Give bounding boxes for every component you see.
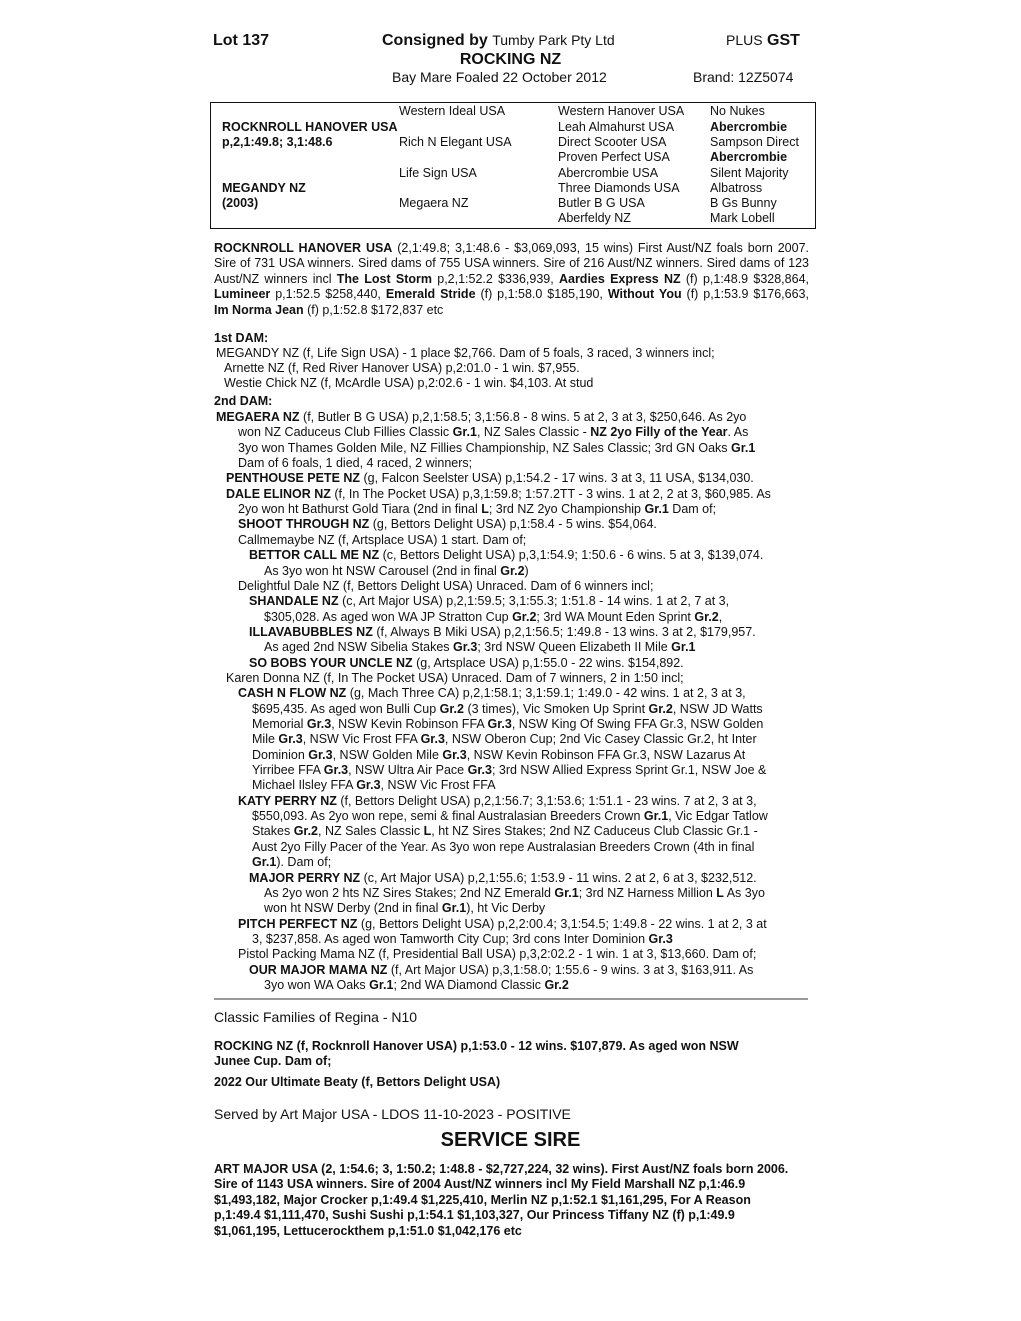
bold-text: L <box>423 824 432 839</box>
text: (g, Mach Three CA) p,2,1:58.1; 3,1:59.1; 1:49.0 - 42 wins. 1 at 2, 3 at 3, <box>346 686 746 701</box>
first-dam-line: MEGANDY NZ (f, Life Sign USA) - 1 place $2,766. Dam of 5 foals, 3 raced, 3 winners incl; <box>216 346 715 360</box>
second-dam-line <box>238 456 472 470</box>
text: Aust 2yo Filly Pacer of the Year. As 3yo won repe Australasian Breeders Crown (4th in final <box>252 839 755 854</box>
text: , NSW JD Watts <box>672 701 763 716</box>
text: ) <box>524 563 529 578</box>
sire-summary <box>214 241 809 318</box>
second-dam-line <box>238 517 657 531</box>
pedigree-g4-1: No Nukes <box>710 104 765 118</box>
text: Delightful Dale NZ (f, Bettors Delight USA) Unraced. Dam of 6 winners incl; <box>238 578 654 593</box>
second-dam-line <box>238 686 746 700</box>
text: , NSW Oberon Cup; 2nd Vic Casey Classic Gr.2, ht Inter <box>444 732 757 747</box>
text: ; 3rd NZ 2yo Championship <box>488 502 645 517</box>
second-dam-line <box>238 533 526 547</box>
bold-text: Gr.3 <box>306 717 332 731</box>
plus-gst <box>726 32 800 50</box>
bold-text: L <box>716 885 724 900</box>
progeny-record: p,2,1:52.2 $336,939, <box>431 271 559 286</box>
text: , NSW Ultra Air Pace <box>348 763 468 778</box>
second-dam-line <box>252 732 757 746</box>
second-dam-line <box>264 978 569 992</box>
text: ), ht Vic Derby <box>466 901 546 916</box>
bold-text: Gr.1 <box>644 502 669 517</box>
pedigree-grandsire: Western Ideal USA <box>399 104 506 118</box>
text: ; 3rd NZ Harness Million <box>578 885 717 900</box>
bold-text: Gr.3 <box>442 747 467 762</box>
bold-text: Gr.2 <box>648 701 673 716</box>
second-dam-line <box>238 425 748 439</box>
bold-text: Gr.3 <box>356 778 381 793</box>
text: 3yo won WA Oaks <box>264 977 370 992</box>
bold-text: BETTOR CALL ME NZ <box>249 548 380 563</box>
pedigree-sire: ROCKNROLL HANOVER USA <box>222 120 398 134</box>
text: , NSW Kevin Robinson FFA <box>331 717 488 731</box>
pedigree-dam-dam: Megaera NZ <box>399 196 469 210</box>
second-dam-line <box>238 947 756 961</box>
bold-text: Gr.1 <box>369 977 394 992</box>
text: $305,028. As aged won WA JP Stratton Cup <box>264 609 513 624</box>
pedigree-g3-6: Three Diamonds USA <box>558 181 680 195</box>
second-dam-line <box>252 809 768 823</box>
text: , NSW Vic Frost FFA <box>380 778 496 793</box>
text: , ht NZ Sires Stakes; 2nd NZ Caduceus Club Classic Gr.1 - <box>431 824 758 839</box>
text: (f, In The Pocket USA) p,3,1:59.8; 1:57.2TT - 3 wins. 1 at 2, 2 at 3, $60,985. As <box>330 486 771 501</box>
rocking-record-cont: Junee Cup. Dam of; <box>214 1054 332 1068</box>
served-by: Served by Art Major USA - LDOS 11-10-2023 - POSITIVE <box>214 1106 571 1122</box>
progeny-record: (f) p,1:58.0 $185,190, <box>475 287 608 302</box>
text: Pistol Packing Mama NZ (f, Presidential Ball USA) p,3,2:02.2 - 1 win. 1 at 3, $13,660. Dam of; <box>238 947 757 962</box>
bold-text: Gr.2 <box>694 609 719 624</box>
second-dam-line <box>264 886 765 900</box>
second-dam-line <box>249 871 757 885</box>
second-dam-line <box>264 640 696 654</box>
text: Karen Donna NZ (f, In The Pocket USA) Unraced. Dam of 7 winners, 2 in 1:50 incl; <box>226 670 684 685</box>
text: As 2yo won 2 hts NZ Sires Stakes; 2nd NZ Emerald <box>264 885 555 900</box>
text: (f, Butler B G USA) p,2,1:58.5; 3,1:56.8 - 8 wins. 5 at 2, 3 at 3, $250,646. As 2yo <box>299 410 747 424</box>
progeny-name: Lumineer <box>214 287 271 302</box>
text: 3, $237,858. As aged won Tamworth City Cup; 3rd cons Inter Dominion <box>252 931 649 946</box>
bold-text: Gr.1 <box>671 640 696 655</box>
text: ; 3rd WA Mount Eden Sprint <box>536 609 695 624</box>
second-dam-line <box>252 763 766 777</box>
text: ). Dam of; <box>276 855 332 870</box>
first-dam-progeny: Westie Chick NZ (f, McArdle USA) p,2:02.6 - 1 win. $4,103. At stud <box>224 376 594 390</box>
second-dam-line <box>226 487 771 501</box>
text: , NZ Sales Classic - <box>476 425 591 440</box>
rocking-record: ROCKING NZ (f, Rocknroll Hanover USA) p,1:53.0 - 12 wins. $107,879. As aged won NSW <box>214 1039 739 1053</box>
progeny-name: Without You <box>607 287 682 302</box>
bold-text: Gr.3 <box>487 717 512 731</box>
text: (g, Falcon Seelster USA) p,1:54.2 - 17 wins. 3 at 3, 11 USA, $134,030. <box>360 471 754 486</box>
bold-text: SHOOT THROUGH NZ <box>238 517 370 532</box>
bold-text: Gr.3 <box>308 747 333 762</box>
text: (f, Always B Miki USA) p,2,1:56.5; 1:49.8 - 13 wins. 3 at 2, $179,957. <box>372 624 756 639</box>
first-dam-progeny: Arnette NZ (f, Red River Hanover USA) p,2:01.0 - 1 win. $7,955. <box>224 361 580 375</box>
bold-text: SHANDALE NZ <box>249 594 339 609</box>
second-dam-line <box>249 548 763 562</box>
first-dam-label: 1st DAM: <box>214 331 269 345</box>
second-dam-line <box>249 594 729 608</box>
service-sire-text: ART MAJOR USA (2, 1:54.6; 3, 1:50.2; 1:48.8 - $2,727,224, 32 wins). First Aust/NZ foals born 2006. Sire of 1143 USA winners. Sire of 2004 Aust/NZ winners incl My Field Marshall NZ p,1:46.9 $1,493,182, Major Crocker p,1:49.4 $1,225,410, Merlin NZ p,1:52.1 $1,161,295, For A Reason p,1:49.4 $1,111,470, Sushi Sushi p,1:54.1 $1,103,327, Our Princess Tiffany NZ (f) p,1:49.9 $1,061,195, Lettucerockthem p,1:51.0 $1,042,176 etc <box>214 1162 789 1238</box>
text: As 3yo <box>723 885 765 900</box>
second-dam-line <box>238 502 716 516</box>
bold-text: Gr.2 <box>439 701 464 716</box>
text: (c, Art Major USA) p,2,1:55.6; 1:53.9 - 11 wins. 2 at 2, 6 at 3, $232,512. <box>360 870 757 885</box>
second-dam-line <box>238 794 757 808</box>
progeny-record: (f) p,1:52.8 $172,837 etc <box>303 302 444 317</box>
bold-text: Gr.2 <box>293 824 319 839</box>
pedigree-dam-year: (2003) <box>222 196 259 210</box>
text: (c, Bettors Delight USA) p,3,1:54.9; 1:50.6 - 6 wins. 5 at 3, $139,074. <box>379 548 764 563</box>
bold-text: Gr.3 <box>323 763 349 778</box>
gst-label: GST <box>767 32 800 49</box>
bold-text: Gr.2 <box>512 609 537 624</box>
text: (f, Art Major USA) p,3,1:58.0; 1:55.6 - 9 wins. 3 at 3, $163,911. As <box>387 962 754 977</box>
pedigree-g3-5: Abercrombie USA <box>558 166 659 180</box>
second-dam-line <box>252 717 763 731</box>
pedigree-g4-7: B Gs Bunny <box>710 196 777 210</box>
pedigree-sire-record: p,2,1:49.8; 3,1:48.6 <box>222 135 333 149</box>
section-divider <box>214 998 808 1000</box>
pedigree-g4-6: Albatross <box>710 181 763 195</box>
bold-text: Gr.1 <box>452 425 477 440</box>
progeny-record: (f) p,1:48.9 $328,864, <box>680 271 809 286</box>
text: , NSW King Of Swing FFA Gr.3, NSW Golden <box>511 717 764 731</box>
second-dam-line <box>252 778 496 792</box>
text: , NSW Vic Frost FFA <box>302 732 421 747</box>
progeny-name: The Lost Storm <box>336 271 432 286</box>
text: , Vic Edgar Tatlow <box>668 809 768 824</box>
bold-text: Gr.1 <box>643 809 669 824</box>
bold-text: Gr.3 <box>420 732 445 747</box>
classic-families: Classic Families of Regina - N10 <box>214 1009 418 1025</box>
second-dam-line <box>252 855 331 869</box>
text: (f, Bettors Delight USA) p,2,1:56.7; 3,1:53.6; 1:51.1 - 23 wins. 7 at 2, 3 at 3, <box>336 793 757 808</box>
bold-text: Gr.3 <box>467 763 492 778</box>
foaled-info: Bay Mare Foaled 22 October 2012 <box>392 69 607 85</box>
bold-text: Gr.1 <box>731 440 756 455</box>
text: . As <box>727 425 749 440</box>
sire-text: (2,1:49.8; 3,1:48.6 - $3,069,093, 15 wins) First Aust/NZ foals born 2007. Sire of 731 USA winners. Sired dams of 755 USA winners. Sire of 216 Aust/NZ winners. Sired dams of 123 Aust/NZ winners incl <box>214 241 809 286</box>
second-dam-line <box>264 564 529 578</box>
bold-text: MEGAERA NZ <box>216 410 300 424</box>
pedigree-g4-3: Sampson Direct <box>710 135 799 149</box>
pedigree-g3-7: Butler B G USA <box>558 196 645 210</box>
plus-label: PLUS <box>726 32 763 48</box>
text: ; 3rd NSW Allied Express Sprint Gr.1, NSW Joe & <box>491 763 767 778</box>
rocking-progeny: 2022 Our Ultimate Beaty (f, Bettors Delight USA) <box>214 1075 501 1089</box>
text: Mile <box>252 732 279 747</box>
text: $550,093. As 2yo won repe, semi & final Australasian Breeders Crown <box>252 809 644 824</box>
text: Dam of; <box>668 502 717 517</box>
pedigree-g4-2: Abercrombie <box>710 120 788 134</box>
second-dam-line <box>252 932 673 946</box>
text: won NZ Caduceus Club Fillies Classic <box>238 425 453 440</box>
progeny-record: (f) p,1:53.9 $176,663, <box>681 287 809 302</box>
bold-text: Gr.3 <box>453 640 478 655</box>
text: , NSW Golden Mile <box>332 747 443 762</box>
second-dam-line <box>226 671 684 685</box>
pedigree-dam: MEGANDY NZ <box>222 181 306 195</box>
text: Dominion <box>252 747 309 762</box>
second-dam-line <box>238 917 767 931</box>
pedigree-g3-2: Leah Almahurst USA <box>558 120 675 134</box>
text: As aged 2nd NSW Sibelia Stakes <box>264 640 453 655</box>
progeny-name: Im Norma Jean <box>214 302 304 317</box>
second-dam-line <box>264 610 722 624</box>
horse-name: ROCKING NZ <box>459 51 562 68</box>
bold-text: Gr.3 <box>278 732 303 747</box>
second-dam-line <box>249 656 684 670</box>
second-dam-line <box>252 702 763 716</box>
pedigree-dam-sire: Life Sign USA <box>399 166 477 180</box>
service-sire-title: SERVICE SIRE <box>440 1129 581 1151</box>
bold-text: MAJOR PERRY NZ <box>249 870 361 885</box>
bold-text: Gr.1 <box>252 855 277 870</box>
text: Michael Ilsley FFA <box>252 778 357 793</box>
text: , NZ Sales Classic <box>318 824 424 839</box>
text: (g, Bettors Delight USA) p,2,2:00.4; 3,1:54.5; 1:49.8 - 22 wins. 1 at 2, 3 at <box>357 916 767 931</box>
pedigree-g3-4: Proven Perfect USA <box>558 150 670 164</box>
text: Memorial <box>252 717 307 731</box>
bold-text: PITCH PERFECT NZ <box>238 916 358 931</box>
bold-text: KATY PERRY NZ <box>238 793 337 808</box>
text: 2yo won ht Bathurst Gold Tiara (2nd in final <box>238 502 482 517</box>
text: (g, Bettors Delight USA) p,1:58.4 - 5 wins. $54,064. <box>369 517 657 532</box>
bold-text: OUR MAJOR MAMA NZ <box>249 962 388 977</box>
pedigree-g3-1: Western Hanover USA <box>558 104 685 118</box>
progeny-name: Aardies Express NZ <box>558 271 681 286</box>
bold-text: Gr.3 <box>648 931 673 946</box>
text: Yirribee FFA <box>252 763 324 778</box>
consigned-by <box>382 32 615 50</box>
bold-text: DALE ELINOR NZ <box>226 486 331 501</box>
brand-info: Brand: 12Z5074 <box>693 69 794 85</box>
bold-text: Gr.1 <box>441 901 467 916</box>
text: (3 times), Vic Smoken Up Sprint <box>463 701 649 716</box>
bold-text: ILLAVABUBBLES NZ <box>249 624 373 639</box>
bold-text: L <box>481 502 489 517</box>
pedigree-g3-8: Aberfeldy NZ <box>558 211 631 225</box>
text: (g, Artsplace USA) p,1:55.0 - 22 wins. $154,892. <box>412 655 684 670</box>
bold-text: Gr.2 <box>544 977 569 992</box>
progeny-name: Emerald Stride <box>385 287 476 302</box>
second-dam-line <box>216 410 746 424</box>
bold-text: Gr.2 <box>500 563 525 578</box>
text: (c, Art Major USA) p,2,1:59.5; 3,1:55.3; 1:51.8 - 14 wins. 1 at 2, 7 at 3, <box>338 594 730 609</box>
second-dam-line <box>226 471 754 485</box>
text: won ht NSW Derby (2nd in final <box>264 901 442 916</box>
second-dam-line <box>252 824 758 838</box>
text: Callmemaybe NZ (f, Artsplace USA) 1 start. Dam of; <box>238 532 527 547</box>
text: ; 2nd WA Diamond Classic <box>393 977 545 992</box>
text: , <box>718 609 723 624</box>
text: Dam of 6 foals, 1 died, 4 raced, 2 winners; <box>238 456 473 471</box>
second-dam-line <box>249 625 756 639</box>
bold-text: SO BOBS YOUR UNCLE NZ <box>249 655 413 670</box>
bold-text: PENTHOUSE PETE NZ <box>226 471 361 486</box>
consigned-label: Consigned by <box>382 32 488 49</box>
second-dam-line <box>252 748 745 762</box>
text: , NSW Kevin Robinson FFA Gr.3, NSW Lazarus At <box>466 747 746 762</box>
pedigree-g4-4: Abercrombie <box>710 150 788 164</box>
pedigree-g3-3: Direct Scooter USA <box>558 135 667 149</box>
text: As 3yo won ht NSW Carousel (2nd in final <box>264 563 501 578</box>
sire-name: ROCKNROLL HANOVER USA <box>214 241 393 255</box>
text: $695,435. As aged won Bulli Cup <box>252 701 440 716</box>
text: ; 3rd NSW Queen Elizabeth II Mile <box>477 640 672 655</box>
progeny-record: p,1:52.5 $258,440, <box>270 287 386 302</box>
bold-text: Gr.1 <box>554 885 579 900</box>
second-dam-line <box>238 579 653 593</box>
lot-number: Lot 137 <box>213 32 270 49</box>
pedigree-granddam: Rich N Elegant USA <box>399 135 512 149</box>
pedigree-g4-5: Silent Majority <box>710 166 789 180</box>
second-dam-line <box>249 963 753 977</box>
second-dam-line <box>264 901 545 915</box>
second-dam-line <box>252 840 754 854</box>
consignor-name: Tumby Park Pty Ltd <box>492 32 615 48</box>
bold-text: NZ 2yo Filly of the Year <box>590 425 728 440</box>
second-dam-line <box>238 441 755 455</box>
pedigree-g4-8: Mark Lobell <box>710 211 775 225</box>
bold-text: CASH N FLOW NZ <box>238 686 347 701</box>
text: 3yo won Thames Golden Mile, NZ Fillies Championship, NZ Sales Classic; 3rd GN Oaks <box>238 440 731 455</box>
second-dam-label: 2nd DAM: <box>214 394 273 408</box>
text: Stakes <box>252 824 294 839</box>
